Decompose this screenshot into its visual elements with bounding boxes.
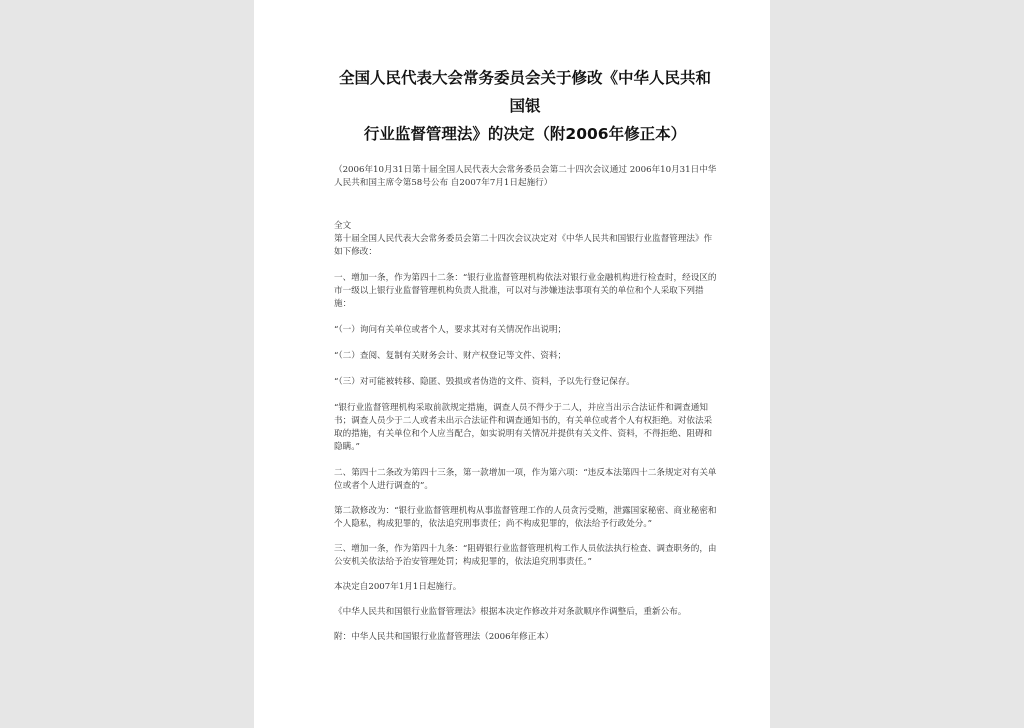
- paragraph-attachment: 附：中华人民共和国银行业监督管理法（2006年修正本）: [334, 632, 554, 642]
- paragraph-item-2: “（二）查阅、复制有关财务会计、财产权登记等文件、资料；: [334, 351, 567, 361]
- paragraph-measures: “银行业监督管理机构采取前款规定措施，调查人员不得少于二人，并应当出示合法证件和调查通知书；调查人员少于二人或者未出示合法证件和调查通知书的，有关单位或者个人有权拒绝。对依法采取的措施，有关单位和个人应当配合，如实说明有关情况并提供有关文件、资料，不得拒绝、阻碍和隐瞒。”: [334, 403, 713, 452]
- section-label: 全文: [334, 221, 352, 231]
- document-page: [254, 0, 770, 728]
- document-subtitle: （2006年10月31日第十届全国人民代表大会常务委员会第二十四次会议通过 2006年10月31日中华人民共和国主席令第58号公布 自2007年7月1日起施行）: [334, 165, 717, 188]
- title-line-2: 行业监督管理法》的决定（附2006年修正本）: [363, 125, 687, 143]
- paragraph-amendment-1: 一、增加一条，作为第四十二条：“银行业监督管理机构依法对银行业金融机构进行检查时，经设区的市一级以上银行业监督管理机构负责人批准，可以对与涉嫌违法事项有关的单位和个人采取下列措施：: [334, 273, 717, 309]
- paragraph-intro: 第十届全国人民代表大会常务委员会第二十四次会议决定对《中华人民共和国银行业监督管理法》作如下修改：: [334, 234, 713, 257]
- document-title: [332, 64, 718, 148]
- paragraph-item-3: “（三）对可能被转移、隐匿、毁损或者伪造的文件、资料，予以先行登记保存。: [334, 377, 635, 387]
- paragraph-item-1: “（一）询问有关单位或者个人，要求其对有关情况作出说明；: [334, 325, 567, 335]
- title-line-1: 全国人民代表大会常务委员会关于修改《中华人民共和国银: [338, 69, 711, 115]
- paragraph-amendment-2: 二、第四十二条改为第四十三条，第一款增加一项，作为第六项：“违反本法第四十二条规定对有关单位或者个人进行调查的”。: [334, 468, 717, 491]
- paragraph-republication: 《中华人民共和国银行业监督管理法》根据本决定作修改并对条款顺序作调整后，重新公布。: [334, 607, 687, 617]
- paragraph-second-clause: 第二款修改为：“银行业监督管理机构从事监督管理工作的人员贪污受贿，泄露国家秘密、商业秘密和个人隐私，构成犯罪的，依法追究刑事责任；尚不构成犯罪的，依法给予行政处分。”: [334, 506, 717, 529]
- paragraph-effective-date: 本决定自2007年1月1日起施行。: [334, 582, 462, 592]
- paragraph-amendment-3: 三、增加一条，作为第四十九条：“阻碍银行业监督管理机构工作人员依法执行检查、调查职务的，由公安机关依法给予治安管理处罚；构成犯罪的，依法追究刑事责任。”: [334, 544, 717, 567]
